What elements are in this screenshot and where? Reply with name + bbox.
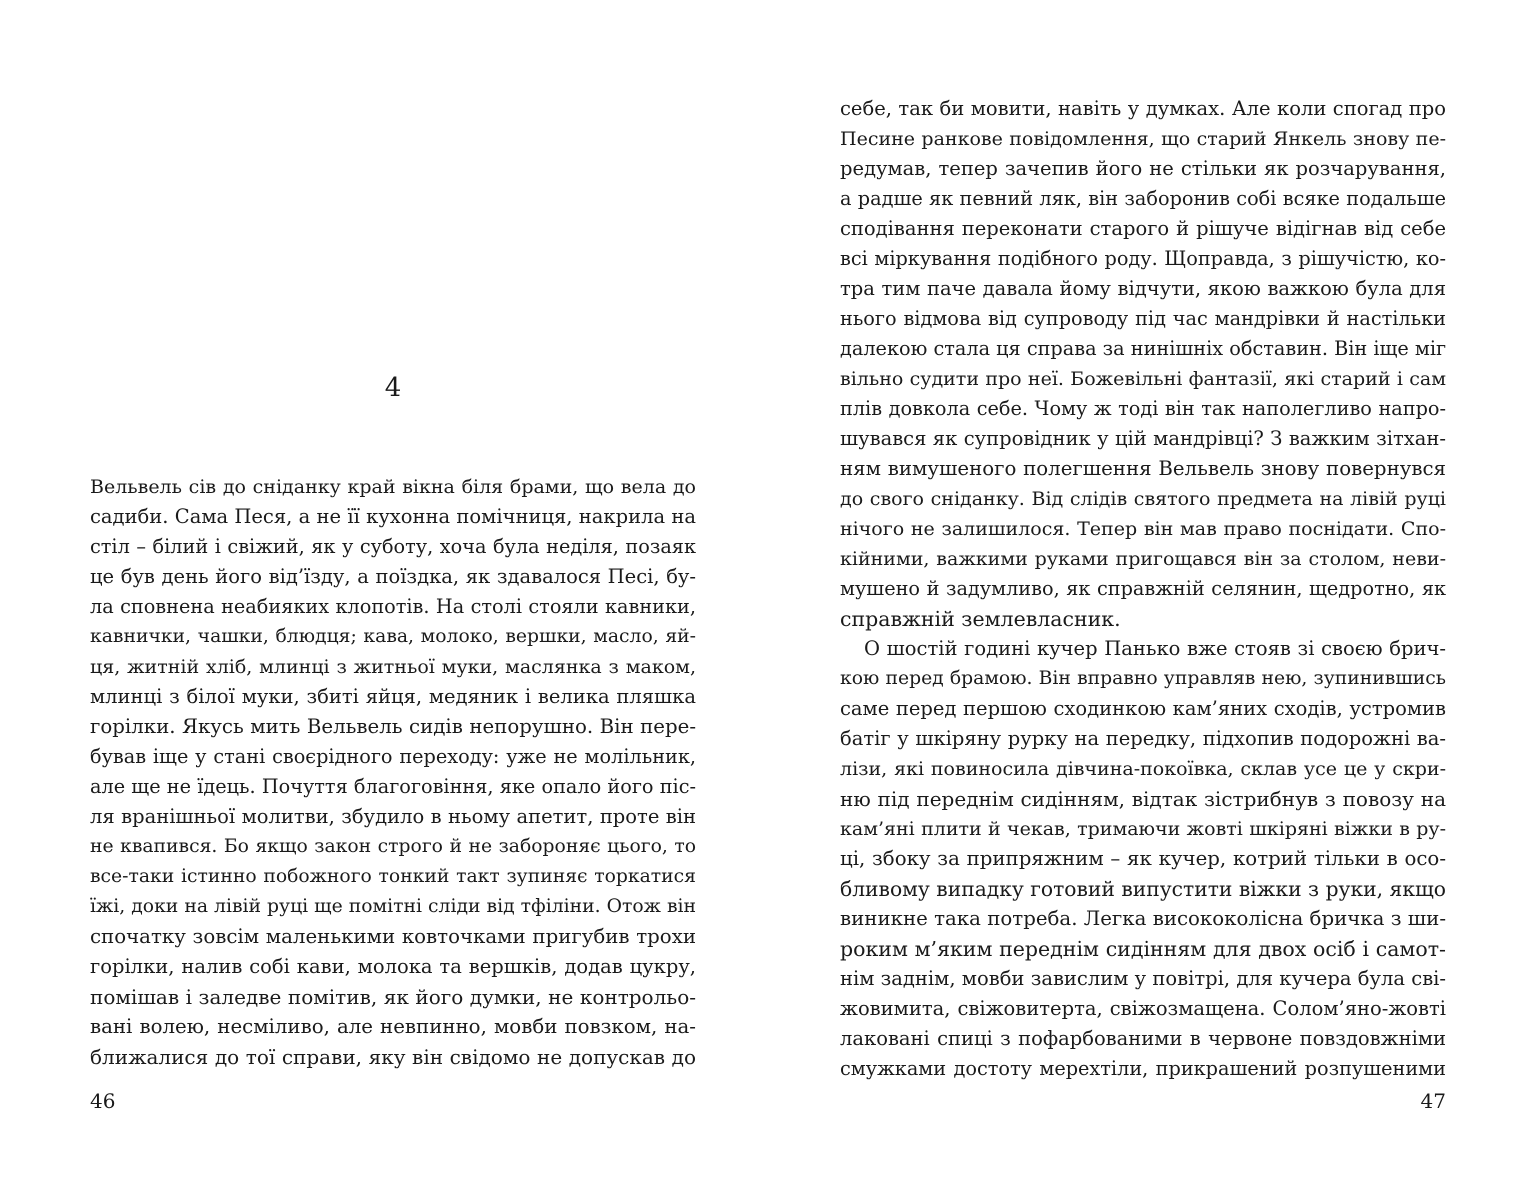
text-line: сподівання переконати старого й рішуче відігнав від себе bbox=[840, 217, 1446, 240]
text-line: себе, так би мовити, навіть у думках. Але коли спогад про bbox=[840, 97, 1446, 120]
text-line: Вельвель сів до сніданку край вікна біля брами, що вела до bbox=[90, 476, 696, 498]
text-line: всі міркування подібного роду. Щоправда, з рішучістю, ко- bbox=[840, 247, 1446, 270]
text-line: стіл – білий і свіжий, як у суботу, хоча була неділя, позаяк bbox=[90, 535, 696, 558]
text-line: бував іще у стані своєрідного переходу: уже не молільник, bbox=[90, 745, 696, 768]
text-line: ці, збоку за припряжним – як кучер, котрий тільки в осо- bbox=[840, 847, 1446, 870]
text-line: саме перед першою сходинкою кам’яних сходів, устромив bbox=[840, 697, 1446, 720]
text-line: нічого не залишилося. Тепер він мав право поснідати. Спо- bbox=[840, 518, 1446, 540]
text-line: лізи, які повиносила дівчина-покоївка, склав усе це у скри- bbox=[840, 758, 1446, 780]
text-line: все-таки істинно побожного тонкий такт зупиняє торкатися bbox=[90, 866, 696, 887]
text-line: кою перед брамою. Він вправно управляв нею, зупинившись bbox=[840, 668, 1446, 689]
text-line: вільно судити про неї. Божевільні фантазії, які старий і сам bbox=[840, 368, 1446, 390]
text-line: помішав і заледве помітив, як його думки, не контрольо- bbox=[90, 985, 696, 1009]
text-line: ближалися до тої справи, яку він свідомо не допускав до bbox=[90, 1045, 696, 1069]
text-line: горілки, налив собі кави, молока та вершків, додав цукру, bbox=[90, 955, 696, 978]
text-line: спочатку зовсім маленькими ковточками пригубив трохи bbox=[90, 925, 696, 948]
text-line: смужками достоту мерехтіли, прикрашений розпушеними bbox=[840, 1057, 1446, 1080]
text-line: млинці з білої муки, збиті яйця, медяник і велика пляшка bbox=[90, 685, 696, 708]
paragraph-end-line: справжній землевласник. bbox=[840, 607, 1121, 631]
text-line: ла сповнена неабияких клопотів. На столі стояли кавники, bbox=[90, 595, 696, 618]
left-page-text bbox=[90, 472, 696, 1072]
text-line: жовимита, свіжовитерта, свіжозмащена. Солом’яно-жовті bbox=[840, 997, 1446, 1020]
text-line: роким м’яким переднім сидінням для двох осіб і самот- bbox=[840, 937, 1446, 961]
text-line: ню під переднім сидінням, відтак зістрибнув з повозу на bbox=[840, 787, 1446, 811]
text-line: кам’яні плити й чекав, тримаючи жовті шкіряні віжки в ру- bbox=[840, 818, 1446, 840]
right-page bbox=[768, 0, 1536, 1182]
text-line: ля вранішньої молитви, збудило в ньому апетит, проте він bbox=[90, 805, 696, 828]
text-line: садиби. Сама Песя, а не її кухонна помічниця, накрила на bbox=[90, 505, 696, 528]
text-line: шувався як супровідник у цій мандрівці? З важким зітхан- bbox=[840, 427, 1446, 450]
paragraph-start-line: О шостій годині кучер Панько вже стояв зі своєю брич- bbox=[864, 637, 1446, 660]
page-number-left: 46 bbox=[90, 1089, 116, 1113]
text-line: Песине ранкове повідомлення, що старий Янкель знову пе- bbox=[840, 128, 1446, 150]
text-line: бливому випадку готовий випустити віжки з руки, якщо bbox=[840, 877, 1446, 901]
text-line: горілки. Якусь мить Вельвель сидів непорушно. Він пере- bbox=[90, 715, 696, 738]
text-line: далекою стала ця справа за нинішніх обставин. Він іще міг bbox=[840, 337, 1446, 360]
text-line: лаковані спиці з пофарбованими в червоне повздовжніми bbox=[840, 1027, 1446, 1050]
page-number-right: 47 bbox=[1420, 1089, 1446, 1113]
text-line: до свого сніданку. Від слідів святого предмета на лівій руці bbox=[840, 488, 1446, 510]
text-line: ням вимушеного полегшення Вельвель знову повернувся bbox=[840, 457, 1446, 480]
text-line: їжі, доки на лівій руці ще помітні сліди від тфіліни. Отож він bbox=[90, 896, 696, 917]
text-line: плів довкола себе. Чому ж тоді він так наполегливо напро- bbox=[840, 397, 1446, 420]
text-line: тра тим паче давала йому відчути, якою важкою була для bbox=[840, 277, 1446, 300]
text-line: а радше як певний ляк, він заборонив собі всяке подальше bbox=[840, 187, 1446, 210]
text-line: кійними, важкими руками пригощався він за столом, неви- bbox=[840, 548, 1446, 570]
text-line: нім заднім, мовби завислим у повітрі, для кучера була сві- bbox=[840, 967, 1446, 990]
text-line: це був день його від’їзду, а поїздка, як здавалося Песі, бу- bbox=[90, 565, 696, 588]
chapter-number: 4 bbox=[384, 373, 402, 403]
text-line: не квапився. Бо якщо закон строго й не забороняє цього, то bbox=[90, 836, 696, 857]
text-line: вані волею, несміливо, але невпинно, мовби повзком, на- bbox=[90, 1015, 696, 1038]
text-line: мушено й задумливо, як справжній селянин, щедротно, як bbox=[840, 577, 1446, 600]
text-line: батіг у шкіряну рурку на передку, підхопив подорожні ва- bbox=[840, 727, 1446, 750]
text-line: редумав, тепер зачепив його не стільки як розчарування, bbox=[840, 157, 1446, 180]
text-line: нього відмова від супроводу під час мандрівки й настільки bbox=[840, 307, 1446, 330]
text-line: ця, житній хліб, млинці з житньої муки, маслянка з маком, bbox=[90, 656, 696, 678]
right-page-text bbox=[840, 94, 1446, 1084]
text-line: але ще не їдець. Почуття благоговіння, яке опало його піс- bbox=[90, 775, 696, 798]
text-line: виникне така потреба. Легка висококолісна бричка з ши- bbox=[840, 907, 1446, 930]
text-line: кавнички, чашки, блюдця; кава, молоко, вершки, масло, яй- bbox=[90, 626, 696, 647]
